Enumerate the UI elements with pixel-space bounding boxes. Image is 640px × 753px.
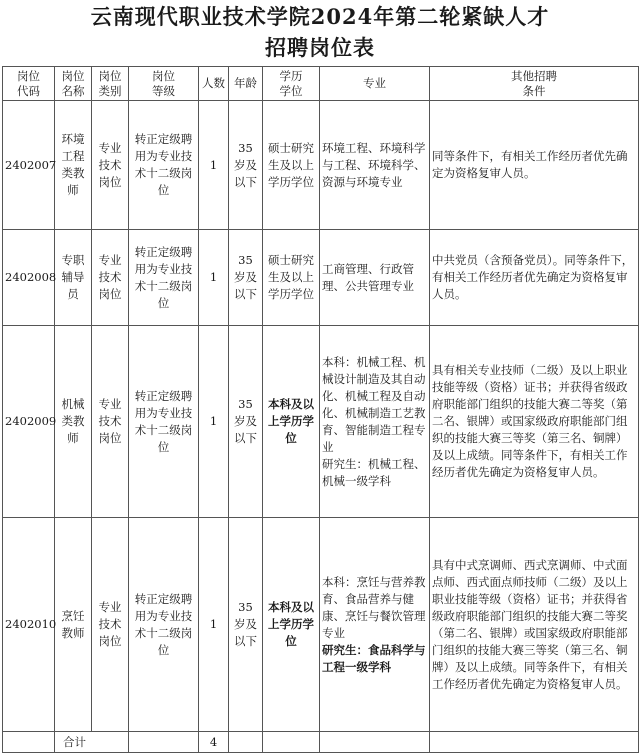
page-title: 云南现代职业技术学院2024年第二轮紧缺人才 <box>90 4 550 29</box>
major-undergraduate: 本科：烹饪与营养教育、食品营养与健康、烹饪与餐饮管理专业 <box>322 574 426 640</box>
cell-grade: 转正定级聘用为专业技术十二级岗位 <box>129 230 199 326</box>
cell-empty <box>129 732 199 753</box>
cell-other: 具有相关专业技师（二级）及以上职业技能等级（资格）证书；并获得省级政府职能部门组织的技能大赛二等奖（第二名、银牌）或国家级政府职能部门组织的技能大赛三等奖（第三名、铜牌）及以上成绩。同等条件下，有相关工作经历者优先确定为资格复审人员。 <box>430 326 639 518</box>
table-header-row <box>3 67 639 101</box>
table-row <box>3 230 639 326</box>
cell-category: 专业技术岗位 <box>92 101 129 230</box>
cell-major: 本科：机械工程、机械设计制造及其自动化、机械工程及自动化、机械制造工艺教育、智能制造工程专业 研究生：机械工程、机械一级学科 <box>320 326 430 518</box>
cell-empty <box>430 732 639 753</box>
cell-other: 同等条件下，有相关工作经历者优先确定为资格复审人员。 <box>430 101 639 230</box>
cell-count: 1 <box>199 230 229 326</box>
positions-table <box>2 66 639 753</box>
cell-name: 机械类教师 <box>55 326 92 518</box>
total-label: 合计 <box>55 732 129 753</box>
cell-code: 2402009 <box>3 326 55 518</box>
header-major: 专业 <box>320 67 430 101</box>
cell-category: 专业技术岗位 <box>92 518 129 732</box>
cell-education: 硕士研究生及以上学历学位 <box>263 230 320 326</box>
cell-age: 35 岁及以下 <box>229 230 263 326</box>
header-grade: 岗位 等级 <box>129 67 199 101</box>
table-row <box>3 326 639 518</box>
cell-other: 中共党员（含预备党员）。同等条件下，有相关工作经历者优先确定为资格复审人员。 <box>430 230 639 326</box>
cell-grade: 转正定级聘用为专业技术十二级岗位 <box>129 326 199 518</box>
cell-education: 硕士研究生及以上学历学位 <box>263 101 320 230</box>
cell-code: 2402008 <box>3 230 55 326</box>
cell-empty <box>263 732 320 753</box>
cell-name: 专职辅导员 <box>55 230 92 326</box>
table-row <box>3 518 639 732</box>
cell-age: 35 岁及以下 <box>229 101 263 230</box>
total-count: 4 <box>199 732 229 753</box>
cell-empty <box>229 732 263 753</box>
cell-other: 具有中式烹调师、西式烹调师、中式面点师、西式面点师技师（二级）及以上职业技能等级（资格）证书；并获得省级政府职能部门组织的技能大赛二等奖（第二名、银牌）或国家级政府职能部门组织的技能大赛三等奖（第三名、铜牌）及以上成绩。同等条件下，有相关工作经历者优先确定为资格复审人员。 <box>430 518 639 732</box>
header-name: 岗位 名称 <box>55 67 92 101</box>
header-code: 岗位 代码 <box>3 67 55 101</box>
cell-major: 工商管理、行政管理、公共管理专业 <box>320 230 430 326</box>
cell-education: 本科及以上学历学位 <box>263 518 320 732</box>
header-age: 年龄 <box>229 67 263 101</box>
table-row <box>3 101 639 230</box>
table-total-row <box>3 732 639 753</box>
cell-name: 环境工程类教师 <box>55 101 92 230</box>
header-other: 其他招聘 条件 <box>430 67 639 101</box>
cell-category: 专业技术岗位 <box>92 326 129 518</box>
cell-age: 35 岁及以下 <box>229 518 263 732</box>
cell-count: 1 <box>199 101 229 230</box>
header-category: 岗位 类别 <box>92 67 129 101</box>
cell-count: 1 <box>199 518 229 732</box>
cell-major <box>320 518 430 732</box>
cell-code: 2402010 <box>3 518 55 732</box>
page-subtitle: 招聘岗位表 <box>265 35 375 60</box>
header-count: 人数 <box>199 67 229 101</box>
header-education: 学历 学位 <box>263 67 320 101</box>
cell-count: 1 <box>199 326 229 518</box>
cell-empty <box>320 732 430 753</box>
cell-age: 35 岁及以下 <box>229 326 263 518</box>
major-postgraduate: 研究生：食品科学与工程一级学科 <box>322 642 426 674</box>
cell-code: 2402007 <box>3 101 55 230</box>
cell-education: 本科及以上学历学位 <box>263 326 320 518</box>
cell-grade: 转正定级聘用为专业技术十二级岗位 <box>129 101 199 230</box>
cell-grade: 转正定级聘用为专业技术十二级岗位 <box>129 518 199 732</box>
cell-category: 专业技术岗位 <box>92 230 129 326</box>
cell-empty <box>3 732 55 753</box>
cell-major: 环境工程、环境科学与工程、环境科学、资源与环境专业 <box>320 101 430 230</box>
cell-name: 烹饪教师 <box>55 518 92 732</box>
